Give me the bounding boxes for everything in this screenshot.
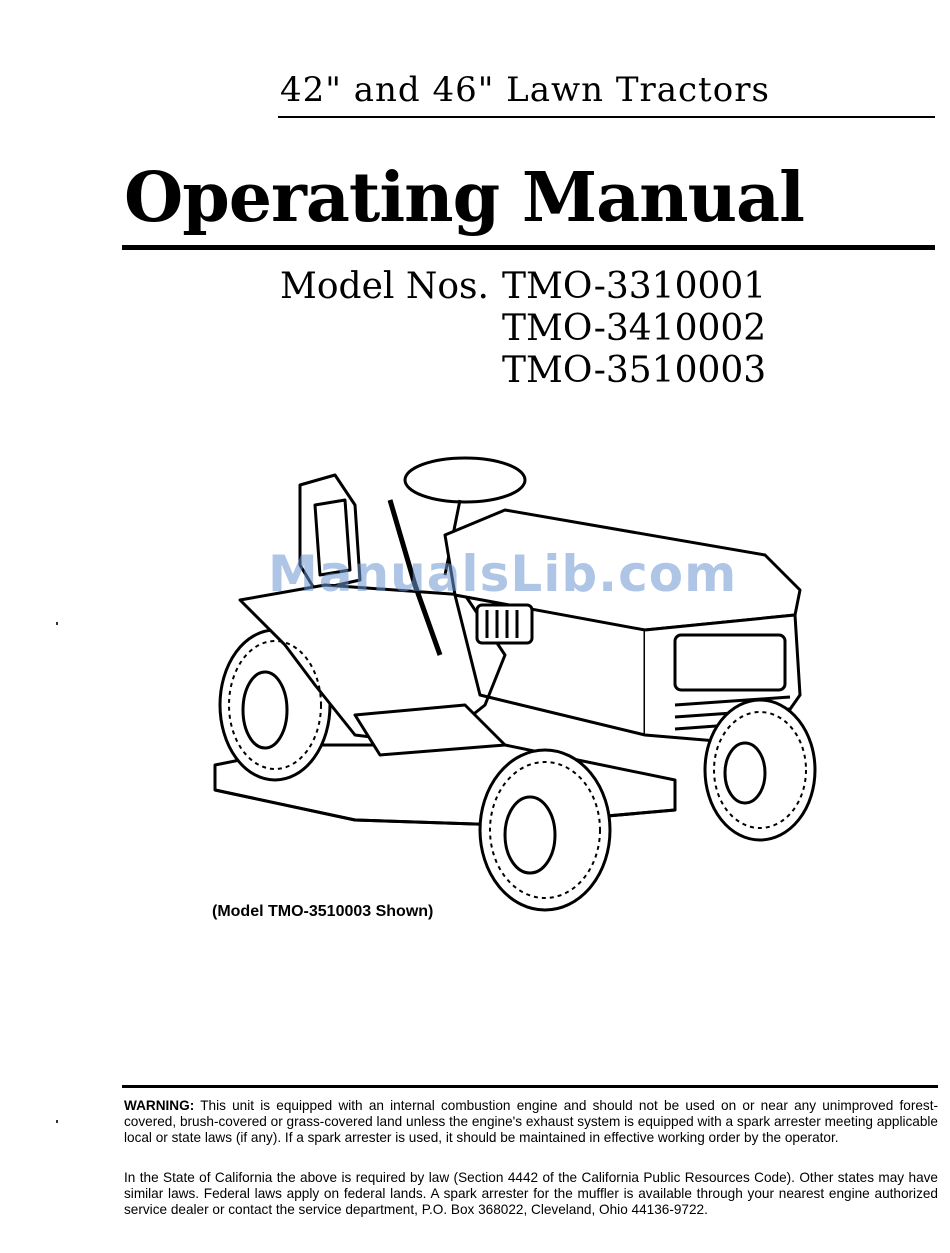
model-number: TMO-3510003 (502, 350, 767, 391)
california-notice: In the State of California the above is required by law (Section 4442 of the California Public Resources Code). Other states may have similar laws. Federal laws apply on federal lands. A spark arrester for the muffler is available through your nearest engine authorized service dealer or contact the service department, P.O. Box 368022, Cleveland, Ohio 44136-9722. (124, 1170, 938, 1217)
document-subtitle: 42" and 46" Lawn Tractors (280, 70, 770, 110)
scan-speck (56, 1120, 58, 1123)
warning-text: This unit is equipped with an internal combustion engine and should not be used on or near any unimproved forest-covered, brush-covered or grass-covered land unless the engine's exhaust system is equipped with a spark arrester meeting applicable local or state laws (if any). If a spark arrester is used, it should be maintained in effective working order by the operator. (124, 1098, 939, 1145)
watermark-text: ManualsLib.com (268, 545, 738, 603)
warning-rule (122, 1085, 938, 1088)
model-numbers-label: Model Nos. (280, 266, 489, 307)
document-title: Operating Manual (124, 158, 804, 238)
lawn-tractor-illustration (205, 445, 835, 915)
model-number: TMO-3410002 (502, 308, 767, 349)
model-numbers-list (502, 266, 766, 392)
figure-caption: (Model TMO-3510003 Shown) (212, 903, 434, 920)
title-rule (122, 245, 935, 250)
scan-speck (56, 622, 58, 625)
warning-label: WARNING: (124, 1098, 195, 1113)
warning-paragraph (124, 1098, 938, 1146)
model-number: TMO-3310001 (502, 266, 767, 307)
subtitle-rule (278, 116, 935, 118)
